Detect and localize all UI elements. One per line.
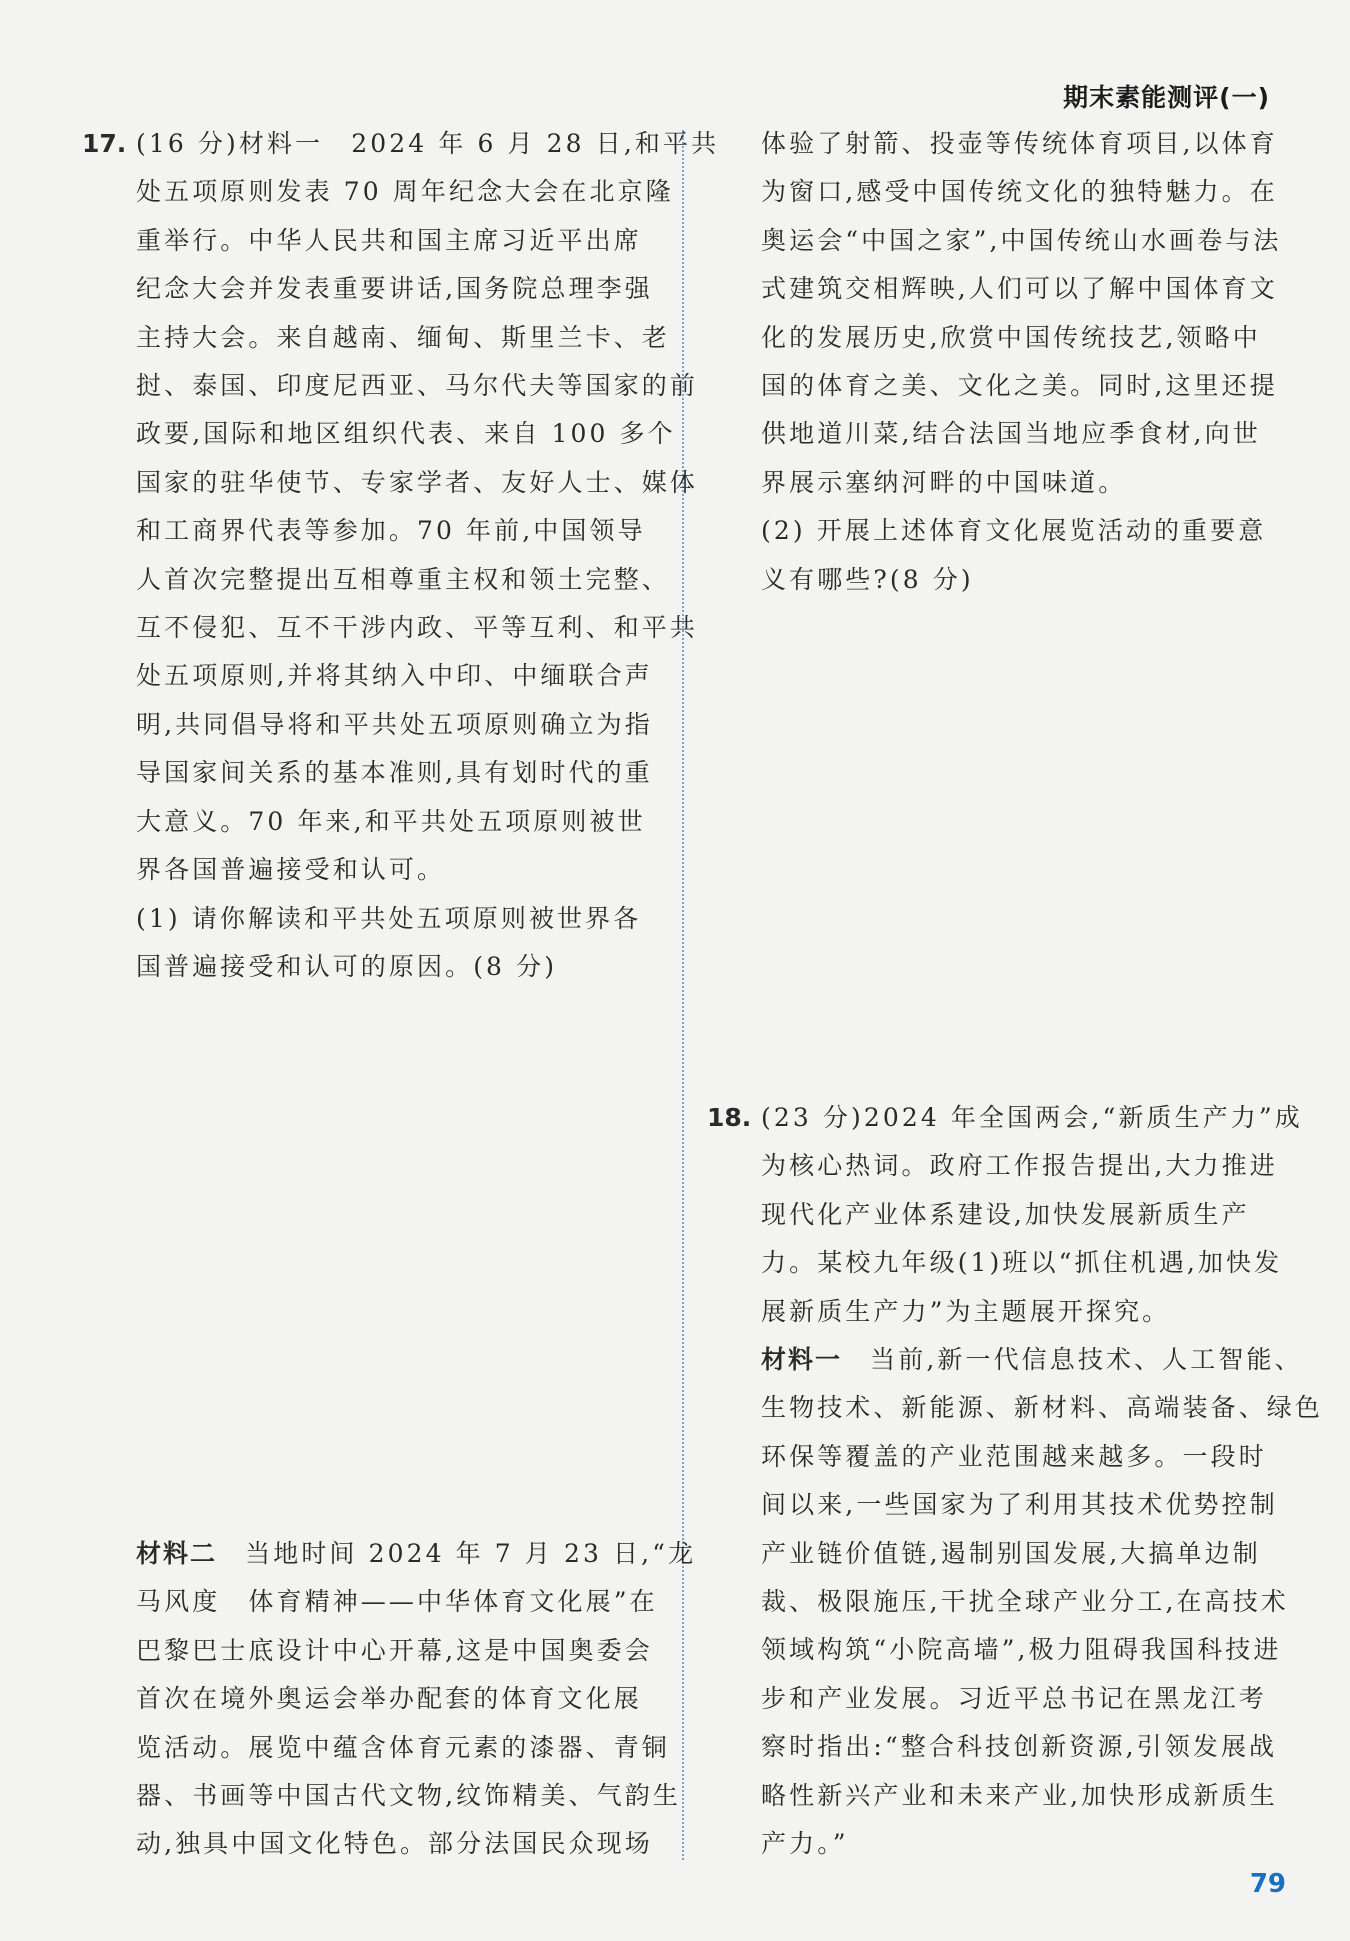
q18-material1-line: 裁、极限施压,干扰全球产业分工,在高技术 (761, 1587, 1289, 1617)
q17-line: 主持大会。来自越南、缅甸、斯里兰卡、老 (136, 322, 670, 352)
q18-material1-line: 察时指出:“整合科技创新资源,引领发展战 (761, 1732, 1278, 1762)
q18-material1-line: 材料一 当前,新一代信息技术、人工智能、 (761, 1345, 1303, 1375)
q17-right-line: 国的体育之美、文化之美。同时,这里还提 (761, 371, 1278, 401)
q17-material2-line: 览活动。展览中蕴含体育元素的漆器、青铜 (136, 1732, 670, 1762)
q17-right-line: 式建筑交相辉映,人们可以了解中国体育文 (761, 274, 1278, 304)
q18-material1-line: 产业链价值链,遏制别国发展,大搞单边制 (761, 1538, 1261, 1568)
q18-material1-line: 步和产业发展。习近平总书记在黑龙江考 (761, 1683, 1267, 1713)
q17-line: 明,共同倡导将和平共处五项原则确立为指 (136, 709, 653, 739)
q18-material1-line: 环保等覆盖的产业范围越来越多。一段时 (761, 1441, 1267, 1471)
q17-line: 重举行。中华人民共和国主席习近平出席 (136, 225, 642, 255)
q17-line: 处五项原则发表 70 周年纪念大会在北京隆 (136, 177, 674, 207)
q17-right-line: 供地道川菜,结合法国当地应季食材,向世 (761, 419, 1261, 449)
q18-material1-line: 间以来,一些国家为了利用其技术优势控制 (761, 1490, 1278, 1520)
question-18-text (761, 1094, 1324, 1869)
q17-material2-line: 材料二 当地时间 2024 年 7 月 23 日,“龙 (136, 1539, 697, 1568)
q17-right-line: 化的发展历史,欣赏中国传统技艺,领略中 (761, 322, 1261, 352)
q17-right-line: 界展示塞纳河畔的中国味道。 (761, 467, 1127, 497)
q17-line: 人首次完整提出互相尊重主权和领土完整、 (136, 564, 670, 594)
q17-right-line: 为窗口,感受中国传统文化的独特魅力。在 (761, 177, 1278, 207)
q17-subquestion-2: 义有哪些?(8 分) (761, 564, 974, 594)
q17-right-line: 体验了射箭、投壶等传统体育项目,以体育 (761, 129, 1278, 158)
page-number: 79 (1249, 1869, 1286, 1899)
q17-line: 界各国普遍接受和认可。 (136, 855, 446, 885)
q18-material1-line: 领域构筑“小院高墙”,极力阻碍我国科技进 (761, 1635, 1282, 1665)
q17-line: 国家的驻华使节、专家学者、友好人士、媒体 (136, 467, 699, 497)
q18-material1-line: 略性新兴产业和未来产业,加快形成新质生 (761, 1780, 1278, 1810)
q18-line: 力。某校九年级(1)班以“抓住机遇,加快发 (761, 1248, 1283, 1278)
q17-material2-line: 动,独具中国文化特色。部分法国民众现场 (136, 1829, 653, 1859)
material-1-label: 材料一 (761, 1345, 843, 1375)
question-17-continued (761, 120, 1286, 604)
q18-line: 现代化产业体系建设,加快发展新质生产 (761, 1199, 1250, 1229)
page-header-title: 期末素能测评(一) (1063, 83, 1270, 112)
q17-material2-line: 器、书画等中国古代文物,纹饰精美、气韵生 (136, 1781, 681, 1811)
q17-line: 大意义。70 年来,和平共处五项原则被世 (136, 806, 646, 836)
q17-line: (16 分)材料一 2024 年 6 月 28 日,和平共 (136, 129, 720, 158)
q17-material2-line: 巴黎巴士底设计中心开幕,这是中国奥委会 (136, 1635, 653, 1665)
q18-material1-line: 生物技术、新能源、新材料、高端装备、绿色 (761, 1393, 1324, 1423)
q17-line: 导国家间关系的基本准则,具有划时代的重 (136, 758, 653, 788)
q17-line: 和工商界代表等参加。70 年前,中国领导 (136, 516, 646, 546)
q17-material-2 (136, 1530, 697, 1869)
question-17-number: 17. (82, 129, 127, 158)
q17-line: 政要,国际和地区组织代表、来自 100 多个 (136, 419, 676, 449)
q17-material2-line: 马风度 体育精神——中华体育文化展”在 (136, 1587, 658, 1617)
q18-line: 展新质生产力”为主题展开探究。 (761, 1296, 1171, 1326)
question-18-number: 18. (707, 1103, 752, 1132)
q18-material1-line: 产力。” (761, 1829, 849, 1859)
q17-line: 互不侵犯、互不干涉内政、平等互利、和平共 (136, 613, 699, 643)
q17-line: 处五项原则,并将其纳入中印、中缅联合声 (136, 661, 653, 691)
q17-material2-line: 首次在境外奥运会举办配套的体育文化展 (136, 1684, 642, 1714)
q17-subquestion-2: (2) 开展上述体育文化展览活动的重要意 (761, 516, 1267, 546)
q18-line: 为核心热词。政府工作报告提出,大力推进 (761, 1151, 1278, 1181)
material-2-label: 材料二 (136, 1539, 218, 1568)
q18-line: (23 分)2024 年全国两会,“新质生产力”成 (761, 1103, 1303, 1132)
q17-subquestion-1: (1) 请你解读和平共处五项原则被世界各 (136, 903, 642, 933)
q17-right-line: 奥运会“中国之家”,中国传统山水画卷与法 (761, 225, 1282, 255)
q17-line: 挝、泰国、印度尼西亚、马尔代夫等国家的前 (136, 371, 699, 401)
q17-line: 纪念大会并发表重要讲话,国务院总理李强 (136, 274, 653, 304)
question-17-text (136, 120, 720, 991)
q17-subquestion-1: 国普遍接受和认可的原因。(8 分) (136, 951, 558, 981)
